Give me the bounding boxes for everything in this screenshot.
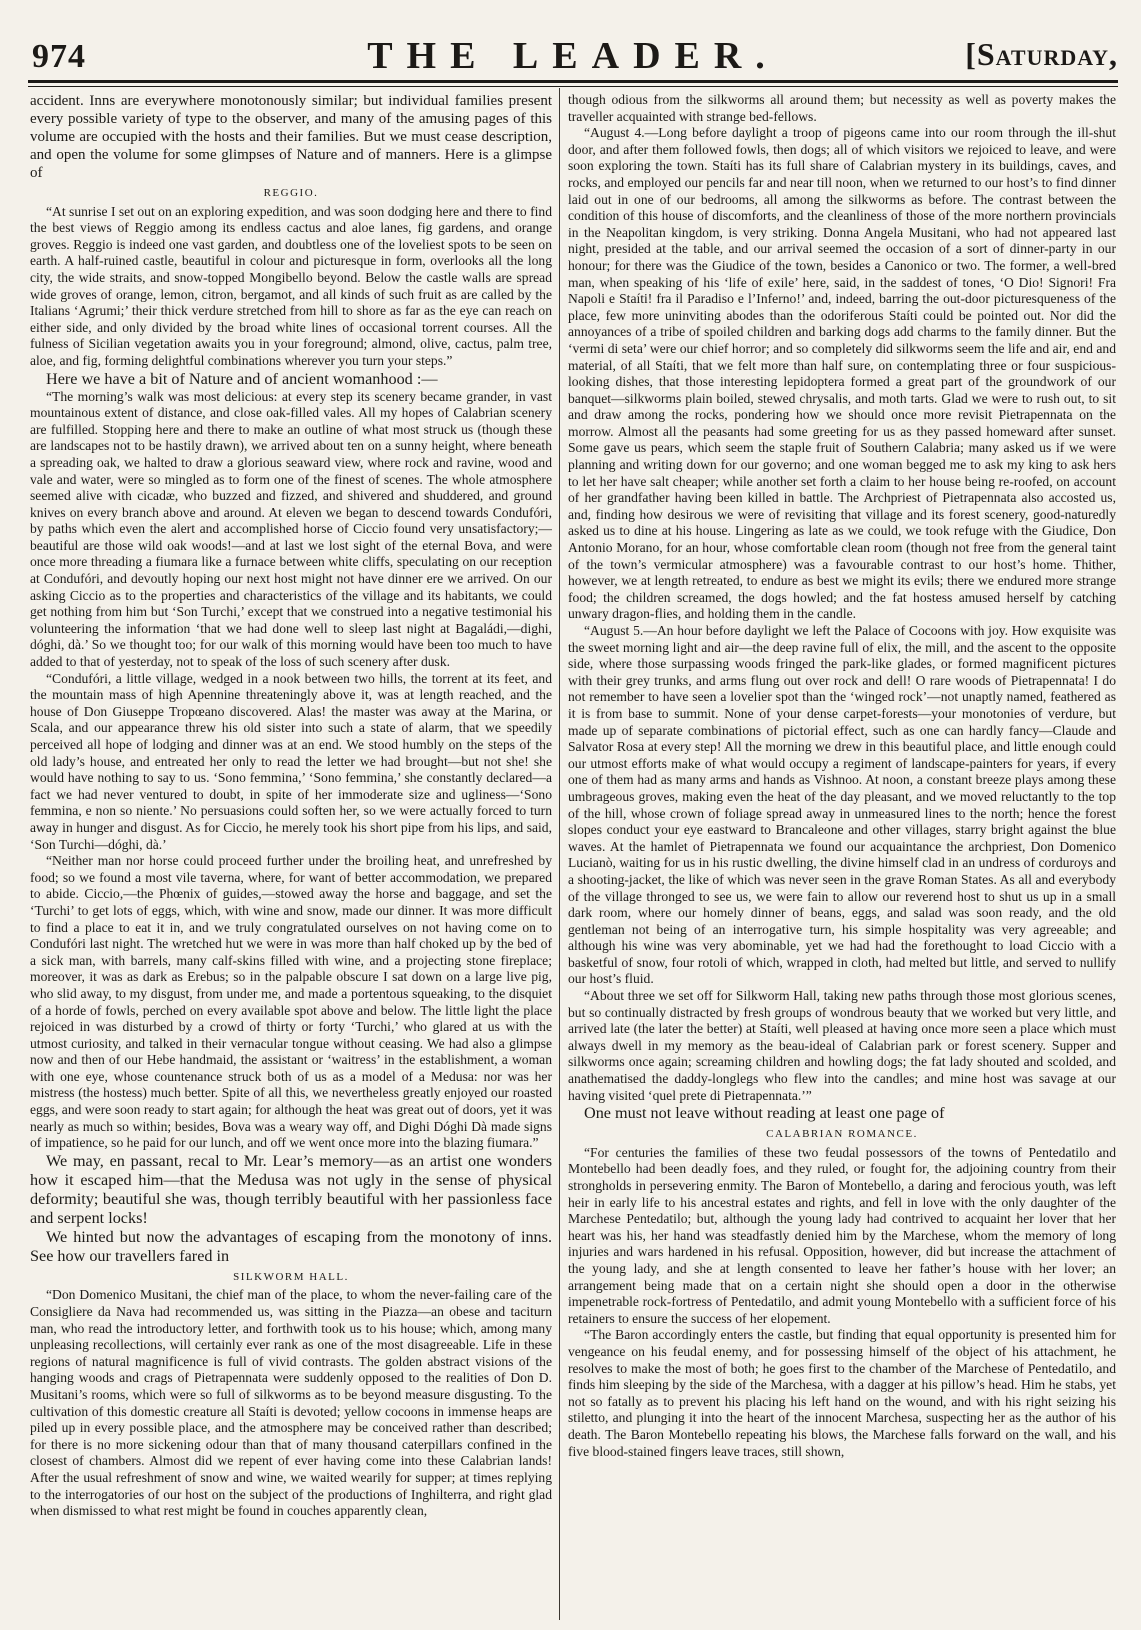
intro-paragraph: Here we have a bit of Nature and of ancient womanhood :— <box>46 369 438 388</box>
commentary-paragraph: We hinted but now the advantages of escaping from the monotony of inns. See how our travellers fared in <box>30 1227 552 1265</box>
quoted-paragraph: “Condufóri, a little village, wedged in a nook between two hills, the torrent at its feet, and the mountain mass of high Apennine threateningly above it, was at length reached, and the house of Don Giuseppe Tropœano discovered. Alas! the master was away at the Marina, or Scala, and our appearance threw his old sister into such a state of alarm, that we speedily perceived all hope of lodging and dinner was at an end. We stood humbly on the steps of the old lady’s house, and entreated her only to read the letter we had brought—but not she! she would have nothing to say to us. ‘Sono femmina,’ ‘Sono femmina,’ she constantly declared—a fact we had never ventured to doubt, in spite of her immoderate size and ugliness—‘Sono femmina, e non so niente.’ No persuasions could soften her, so we were actually forced to turn away in hunger and disgust. As for Ciccio, he merely took his short pipe from his lips, and said, ‘Son Turchi—dóghi, dà.’ <box>30 670 552 852</box>
header-rule-thin <box>28 86 1118 87</box>
issue-day: [Saturday, <box>965 36 1118 72</box>
quoted-paragraph: “August 5.—An hour before daylight we left the Palace of Cocoons with joy. How exquisite was the sweet morning light and air—the deep ravine full of elix, the mill, and the ascent to the opposite side, where those surpassing woods fringed the park-like glades, or formed magnificent pictures with their grey trunks, and arms flung out over rock and dell! O rare woods of Pietrapennata! I do not remember to have seen a lovelier spot than the ‘winged rock’—not unaptly named, feathered as it is from base to summit. None of your dense carpet-forests—your monotonies of verdure, but made up of separate combinations of pictorial effect, such as one can hardly fancy—Claude and Salvator Rosa at every step! All the morning we drew in this beautiful place, and little enough could our utmost efforts make of what would occupy a regiment of landscape-painters for years, if every one of them had as many arms and hands as Vishnoo. At noon, a constant breeze plays among these umbrageous groves, making even the heat of the day pleasant, and we moved reluctantly to the top of the hill, whose crown of foliage spread away in unmeasured lines to the north; hence the forest slopes conduct your eye eastward to Brancaleone and other villages, starry bright against the blue waves. At the hamlet of Pietrapennata we found our acquaintance the archpriest, Don Domenico Lucianò, waiting for us in his rustic dwelling, the divine himself clad in an undress of corduroys and a shooting-jacket, the like of which was never seen in the grave Roman States. As all and everybody of the village thronged to see us, we were fain to allow our reverend host to shut us up in a small dark room, where our homely dinner of beans, eggs, and salad was soon ready, and the old gentleman not being of an interrogative turn, his simple hospitality was very agreeable; and although his wine was very abominable, yet we had had the forethought to load Ciccio with a basketful of snow, four rotoli of which, wrapped in cloth, had melted but little, and served to nullify our host’s fluid. <box>568 623 1116 987</box>
header-rule <box>28 80 1118 83</box>
section-heading-calabrian-romance: CALABRIAN ROMANCE. <box>766 1128 918 1141</box>
quoted-paragraph: “About three we set off for Silkworm Hall, taking new paths through those most glorious scenes, but so continually distracted by fresh groups of wondrous beauty that we worked but very little, and arrived late (the later the better) at Staíti, well pleased at having once more seen a place which must always dwell in my memory as the beau-ideal of Calabrian park or forest scenery. Supper and silkworms once again; screaming children and howling dogs; the fat lady shouted and scolded, and anathematised the daddy-longlegs who flew into the candles; and mine host was savage at our having visited ‘quel prete di Pietrapennata.’” <box>568 988 1116 1103</box>
quoted-paragraph: “August 4.—Long before daylight a troop of pigeons came into our room through the ill-shut door, and after them followed fowls, then dogs; all of which visitors we rejoiced to leave, and were soon exploring the town. Staíti has its full share of Calabrian mystery in its buildings, caves, and rocks, and employed our pencils far and near till noon, when we returned to our host’s to find dinner laid out in one of our bedrooms, all among the silkworms as before. The contrast between the condition of this house of discomforts, and the cleanliness of those of the more northern provincials in the Neapolitan kingdom, is very striking. Donna Angela Musitani, who had not appeared last night, presided at the table, and our arrival seemed the occasion of a sort of dinner-party in our honour; for there was the Giudice of the town, besides a Canonico or two. The former, a well-bred man, when speaking of his ‘life of exile’ here, said, in the saddest of tones, ‘O Dio! Signori! Fra Napoli e Staíti! fra il Paradiso e l’Inferno!’ and, indeed, barring the out-door picturesqueness of the place, few more uninviting abodes than the odoriferous Staíti could be pointed out. Nor did the annoyances of a tribe of spoiled children and barking dogs add charms to the family dinner. But the ‘vermi di seta’ were our chief horror; and so completely did silkworms seem the life and air, end and material, of all Staíti, that we felt more than half sure, on contemplating three or four suspicious-looking dishes, that those interesting lepidoptera formed a great part of the groundwork of our banquet—silkworms plain boiled, stewed chrysalis, and moth tarts. Glad we were to rush out, to sit and draw among the rocks, pondering how we should once more revisit Pietrapennata on the morrow. Almost all the peasants had some greeting for us as they passed homeward after sunset. Some gave us pears, which seem the staple fruit of Southern Calabria; many asked us if we were planning and writing down for our governo; and one woman begged me to ask my king to ask hers to let her have salt cheaper; while another set forth a claim to her house being re-roofed, on account of her grandfather having been killed in battle. The Archpriest of Pietrapennata also accosted us, and, finding how desirous we were of revisiting that village and its forest scenery, good-naturedly asked us to dine at his house. Lingering as late as we could, we took refuge with the Giudice, Don Antonio Morano, for an hour, whose comfortable clean room (though not free from the general taint of the town’s vermicular atmosphere) was a favourable contrast to our host’s home. Thither, however, we at length retreated, to endure as best we might its evils; there we endured more strange food; the children screamed, the dogs howled; and the fat hostess amused herself by catching unwary dragon-flies, and holding them in the candle. <box>568 125 1116 622</box>
section-heading-silkworm-hall: SILKWORM HALL. <box>233 1270 349 1283</box>
quoted-paragraph: “Don Domenico Musitani, the chief man of the place, to whom the never-failing care of the Consigliere da Nava had recommended us, was sitting in the Piazza—an obese and taciturn man, who read the introductory letter, and forthwith took us to his house; which, among many unpleasing recollections, will certainly ever rank as one of the most disagreeable. Life in these regions of natural magnificence is full of vivid contrasts. The golden abstract visions of the hanging woods and crags of Pietrapennata were suddenly opposed to the realities of Don D. Musitani’s rooms, which were so full of silkworms as to be beyond measure disgusting. To the cultivation of this domestic creature all Staíti is devoted; yellow cocoons in immense heaps are piled up in every possible place, and the atmosphere may be conceived rather than described; for there is no more sickening odour than that of many thousand caterpillars confined in the closest of chambers. Almost did we repent of ever having come into these Calabrian lands! After the usual refreshment of snow and wine, we waited wearily for supper; at times replying to the interrogatories of our host on the subject of the productions of Inghilterra, and right glad when dismissed to what rest might be found in couches apparently clean, <box>30 1287 552 1519</box>
newspaper-title: THE LEADER. <box>367 35 779 77</box>
intro-paragraph: One must not leave without reading at least one page of <box>584 1104 945 1123</box>
column-divider <box>559 88 560 1620</box>
commentary-paragraph: We may, en passant, recal to Mr. Lear’s memory—as an artist one wonders how it escaped him—that the Medusa was not ugly in the sense of physical deformity; beautiful she was, though terribly beautiful with her passionless face and serpent locks! <box>30 1151 552 1227</box>
page-number: 974 <box>32 38 86 75</box>
quoted-paragraph: “The morning’s walk was most delicious: at every step its scenery became grander, in vast mountainous extent of distance, and close oak-filled vales. All my hopes of Calabrian scenery are fulfilled. Stopping here and there to make an outline of what most struck us (though these are landscapes not to be hastily drawn), we arrived about ten on a sunny height, where beneath a spreading oak, we halted to draw a glorious seaward view, where rock and ravine, wood and vale and water, were so mingled as to form one of the finest of scenes. The whole atmosphere seemed alive with cicadæ, who buzzed and fizzed, and shivered and shuddered, and ground knives on every branch above and around. At eleven we began to descend towards Condufóri, by paths which even the alert and accomplished horse of Ciccio found very unsatisfactory;—beautiful are those wild oak woods!—and at last we lost sight of the eternal Bova, and were once more threading a fiumara like a furnace between white cliffs, speculating on our reception at Condufóri, and devoutly hoping our next host might not have dinner ere we arrived. On our asking Ciccio as to the properties and characteristics of the village and its habitants, we could get nothing from him but ‘Son Turchi,’ except that we construed into a negative testimonial his volunteering the information ‘that we had done well to sleep last night at Bagaládi,—dighi, dóghi, dà.’ So we thought too; for our walk of this morning would have been too much to have added to that of yesterday, not to speak of the loss of such scenery after dusk. <box>30 388 552 670</box>
quoted-paragraph: “Neither man nor horse could proceed further under the broiling heat, and unrefreshed by food; so we found a most vile taverna, where, for want of better accommodation, we prepared to abide. Ciccio,—the Phœnix of guides,—stowed away the horse and baggage, and set the ‘Turchi’ to get lots of eggs, which, with wine and snow, made our dinner. It was more difficult to find a place to eat it in, and we truly congratulated ourselves on not having come on to Condufóri last night. The wretched hut we were in was more than half choked up by the bed of a sick man, with barrels, many calf-skins filled with wine, and a projecting stone fireplace; moreover, it was as dark as Erebus; so in the palpable obscure I sat down on a large live pig, who slid away, to my disgust, from under me, and made a portentous squeaking, to the disquiet of a horde of fowls, perched on every available spot above and below. The little light the place rejoiced in was disturbed by a crowd of thirty or forty ‘Turchi,’ who glared at us with the utmost curiosity, and talked in their vernacular tongue without ceasing. We had also a glimpse now and then of our Hebe handmaid, the assistant or ‘waitress’ in the establishment, a woman with one eye, whose countenance struck both of us as a model of a Medusa: nor was her mistress (the hostess) much better. Spite of all this, we nevertheless greatly enjoyed our roasted eggs, and were soon ready to start again; for although the heat was great out of doors, yet it was nearly as much so within; besides, Bova was a weary way off, and Dighi Dóghi Dà made signs of impatience, so he paid for our lunch, and off we went once more into the blazing fiumara.” <box>30 853 552 1151</box>
quoted-paragraph: “The Baron accordingly enters the castle, but finding that equal opportunity is presented him for vengeance on his feudal enemy, and for possessing himself of the object of his attachment, he resolves to make the most of both; he goes first to the chamber of the Marchese of Pentedatilo, and finds him sleeping by the side of the Marchesa, with a dagger at his pillow’s head. Him he stabs, yet not so fatally as to prevent his placing his left hand on the wound, and with his right seizing his stiletto, and plunging it into the heart of the innocent Marchesa, suspecting her as the author of his death. The Baron Montebello repeating his blows, the Marchese falls forward on the wall, and his five blood-stained fingers leave traces, still shown, <box>568 1327 1116 1459</box>
section-heading-reggio: REGGIO. <box>263 187 319 199</box>
right-column <box>568 92 1116 1620</box>
masthead <box>28 28 1118 80</box>
left-column <box>30 92 552 1620</box>
paragraph: though odious from the silkworms all around them; but necessity as well as poverty makes the traveller acquainted with strange bed-fellows. <box>568 92 1116 124</box>
quoted-paragraph: “At sunrise I set out on an exploring expedition, and was soon dodging here and there to find the best views of Reggio among its endless cactus and aloe lanes, fig gardens, and orange groves. Reggio is indeed one vast garden, and doubtless one of the loveliest spots to be seen on earth. A half-ruined castle, beautiful in colour and picturesque in form, overlooks all the long city, the wide straits, and snow-topped Mongibello beyond. Below the castle walls are spread wide groves of orange, lemon, citron, bergamot, and all kinds of such fruit as are called by the Italians ‘Agrumi;’ their thick verdure stretched from hill to shore as far as the eye can reach on either side, and only divided by the broad white lines of occasional torrent courses. All the fulness of Sicilian vegetation awaits you in your foreground; almond, olive, cactus, palm tree, aloe, and fig, forming delightful combinations wherever you turn your steps.” <box>30 203 552 368</box>
paragraph: accident. Inns are everywhere monotonously similar; but individual families present every possible variety of type to the observer, and many of the amusing pages of this volume are occupied with the hosts and their families. But we must cease description, and open the volume for some glimpses of Nature and of manners. Here is a glimpse of <box>30 93 552 181</box>
quoted-paragraph: “For centuries the families of these two feudal possessors of the towns of Pentedatilo and Montebello had been deadly foes, and they ruled, or fought for, the adjoining country from their strongholds in persevering enmity. The Baron of Montebello, a daring and ferocious youth, was left heir in early life to his ancestral estates and rights, and fell in love with the only daughter of the Marchese Pentedatilo; but, although the young lady had contrived to acquaint her lover that her heart was his, her hand was steadfastly denied him by the Marchese, whom the memory of long injuries and wars hardened in his refusal. Opposition, however, did but increase the attachment of the young lady, and she at length consented to leave her father’s house with her lover; an arrangement being made that on a certain night she should open a door in the otherwise impenetrable rock-fortress of Pentedatilo, and admit young Montebello with a sufficient force of his retainers to ensure the success of her elopement. <box>568 1144 1116 1326</box>
